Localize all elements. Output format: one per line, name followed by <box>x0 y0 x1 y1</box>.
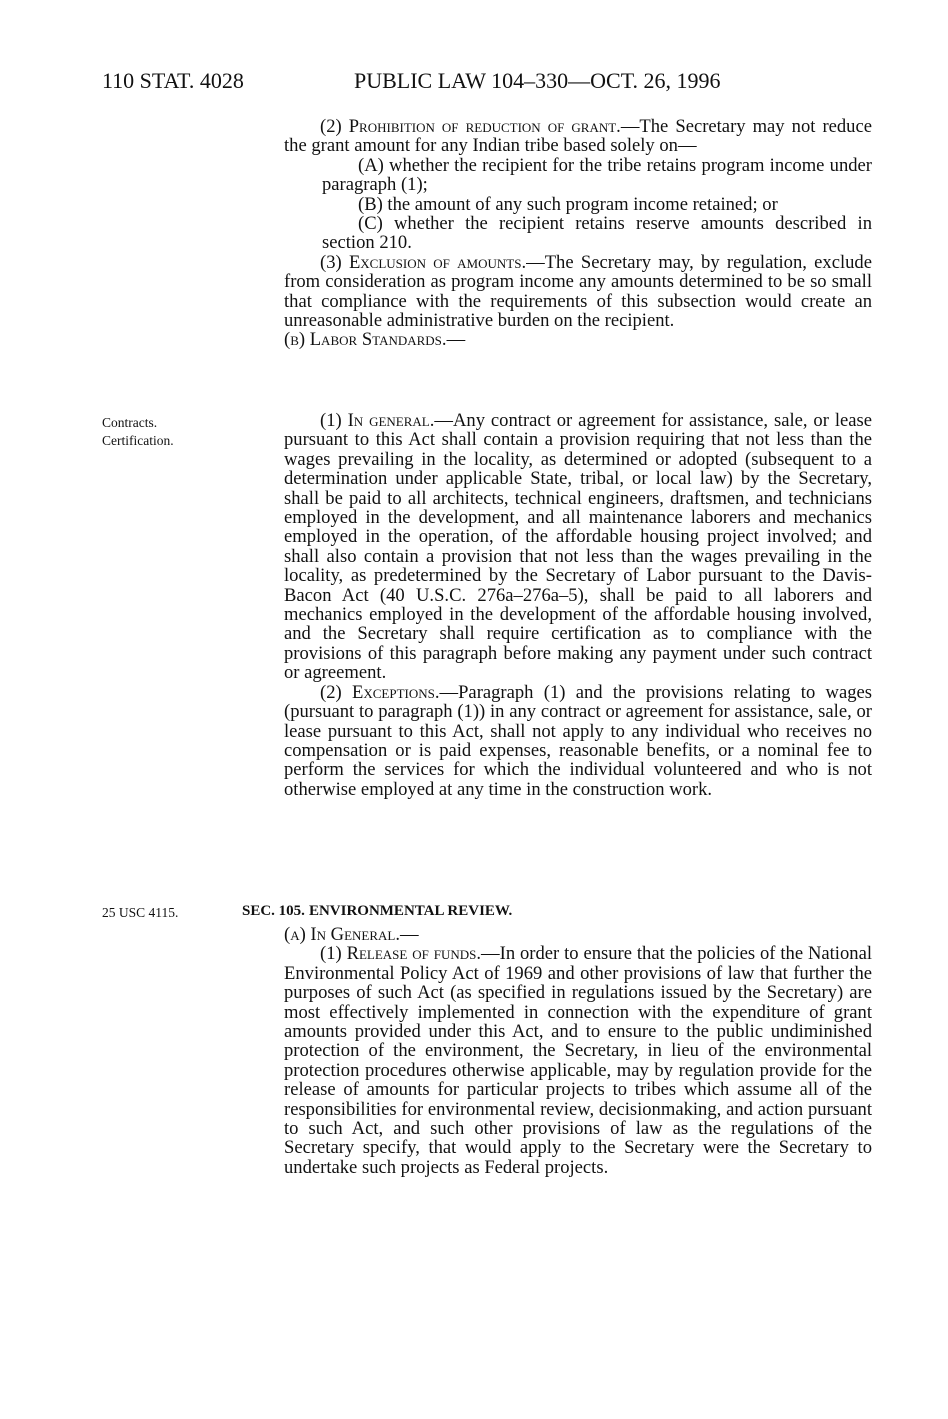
subparagraph-a: (A) whether the recipient for the tribe retains program income under paragraph (1); <box>322 154 872 196</box>
paragraph-exclusion: (3) Exclusion of amounts.—The Secretary may, by regulation, exclude from consideration as program income any amounts determined to be so small that compliance with the requirements of this subsection would create an unreasonable administrative burden on the recipient. <box>284 251 872 332</box>
paragraph-release-of-funds: (1) Release of funds.—In order to ensure that the policies of the National Environmental Policy Act of 1969 and other provisions of law that further the purposes of such Act (as specified in regulations issued by the Secretary) are most effectively implemented in connection with the expenditure of grant amounts provided under this Act, and to ensure to the public undiminished protection of the environment, the Secretary, in lieu of the environmental protection procedures otherwise applicable, may by regulation provide for the release of amounts for particular projects to tribes which assume all of the responsibilities for environmental review, decisionmaking, and action pursuant to such Act, and such other provisions of law as the regulations of the Secretary specify, that would apply to the Secretary were the Secretary to undertake such projects as Federal projects. <box>284 943 872 1178</box>
margin-note-contracts <box>102 414 252 450</box>
subparagraph-b: (B) the amount of any such program income retained; or <box>358 193 778 215</box>
section-heading <box>242 903 516 920</box>
text-block-grant-provisions <box>284 117 872 350</box>
subsection-a-heading: (a) In General.— <box>284 924 419 945</box>
margin-note-usc: 25 USC 4115. <box>102 905 179 920</box>
paragraph-exceptions: (2) Exceptions.—Paragraph (1) and the provisions relating to wages (pursuant to paragraph (1)) in any contract or agreement for assistance, sale, or lease pursuant to this Act, shall not apply to any individual who receives no compensation or is paid expenses, reasonable benefits, or a nominal fee to perform the services for which the individual volunteered and who is not otherwise employed at any time in the construction work. <box>284 681 873 800</box>
paragraph-heading: (2) Exceptions. <box>320 681 440 703</box>
text-block-environmental-review <box>284 925 872 1177</box>
subparagraph-c: (C) whether the recipient retains reserve amounts described in section 210. <box>322 213 872 254</box>
paragraph-heading: (3) Exclusion of amounts. <box>320 251 527 273</box>
section-title: ENVIRONMENTAL REVIEW. <box>308 903 513 919</box>
subsection-b-heading: (b) Labor Standards.— <box>284 329 466 351</box>
page-header <box>102 66 882 96</box>
paragraph-heading: (2) Prohibition of reduction of grant. <box>320 116 621 137</box>
law-title: PUBLIC LAW 104–330—OCT. 26, 1996 <box>354 68 721 93</box>
paragraph-prohibition: (2) Prohibition of reduction of grant.—The Secretary may not reduce the grant amount for any Indian tribe based solely on— <box>284 116 872 157</box>
stat-reference: 110 STAT. 4028 <box>102 68 244 93</box>
text-block-labor-standards <box>284 411 872 799</box>
section-number: SEC. 105. <box>242 903 305 919</box>
paragraph-in-general: (1) In general.—Any contract or agreement for assistance, sale, or lease pursuant to this Act shall contain a provision requiring that not less than the wages prevailing in the locality, as determined or adopted (subsequent to a determination under applicable State, tribal, or local law) by the Secretary, shall be paid to all architects, technical engineers, draftsmen, and technicians employed in the development, and all maintenance laborers and mechanics employed in the operation, of the affordable housing project involved; and shall also contain a provision that not less than the wages prevailing in the locality, as predetermined by the Secretary of Labor pursuant to the Davis-Bacon Act (40 U.S.C. 276a–276a–5), shall be paid to all laborers and mechanics employed in the development of the affordable housing involved, and the Secretary shall require certification as to compliance with the provisions of this paragraph before making any payment under such contract or agreement. <box>284 410 872 684</box>
paragraph-heading: (1) In general. <box>320 410 435 431</box>
margin-label-certification: Certification. <box>102 433 174 448</box>
paragraph-heading: (1) Release of funds. <box>320 943 482 965</box>
margin-label-contracts: Contracts. <box>102 415 158 430</box>
